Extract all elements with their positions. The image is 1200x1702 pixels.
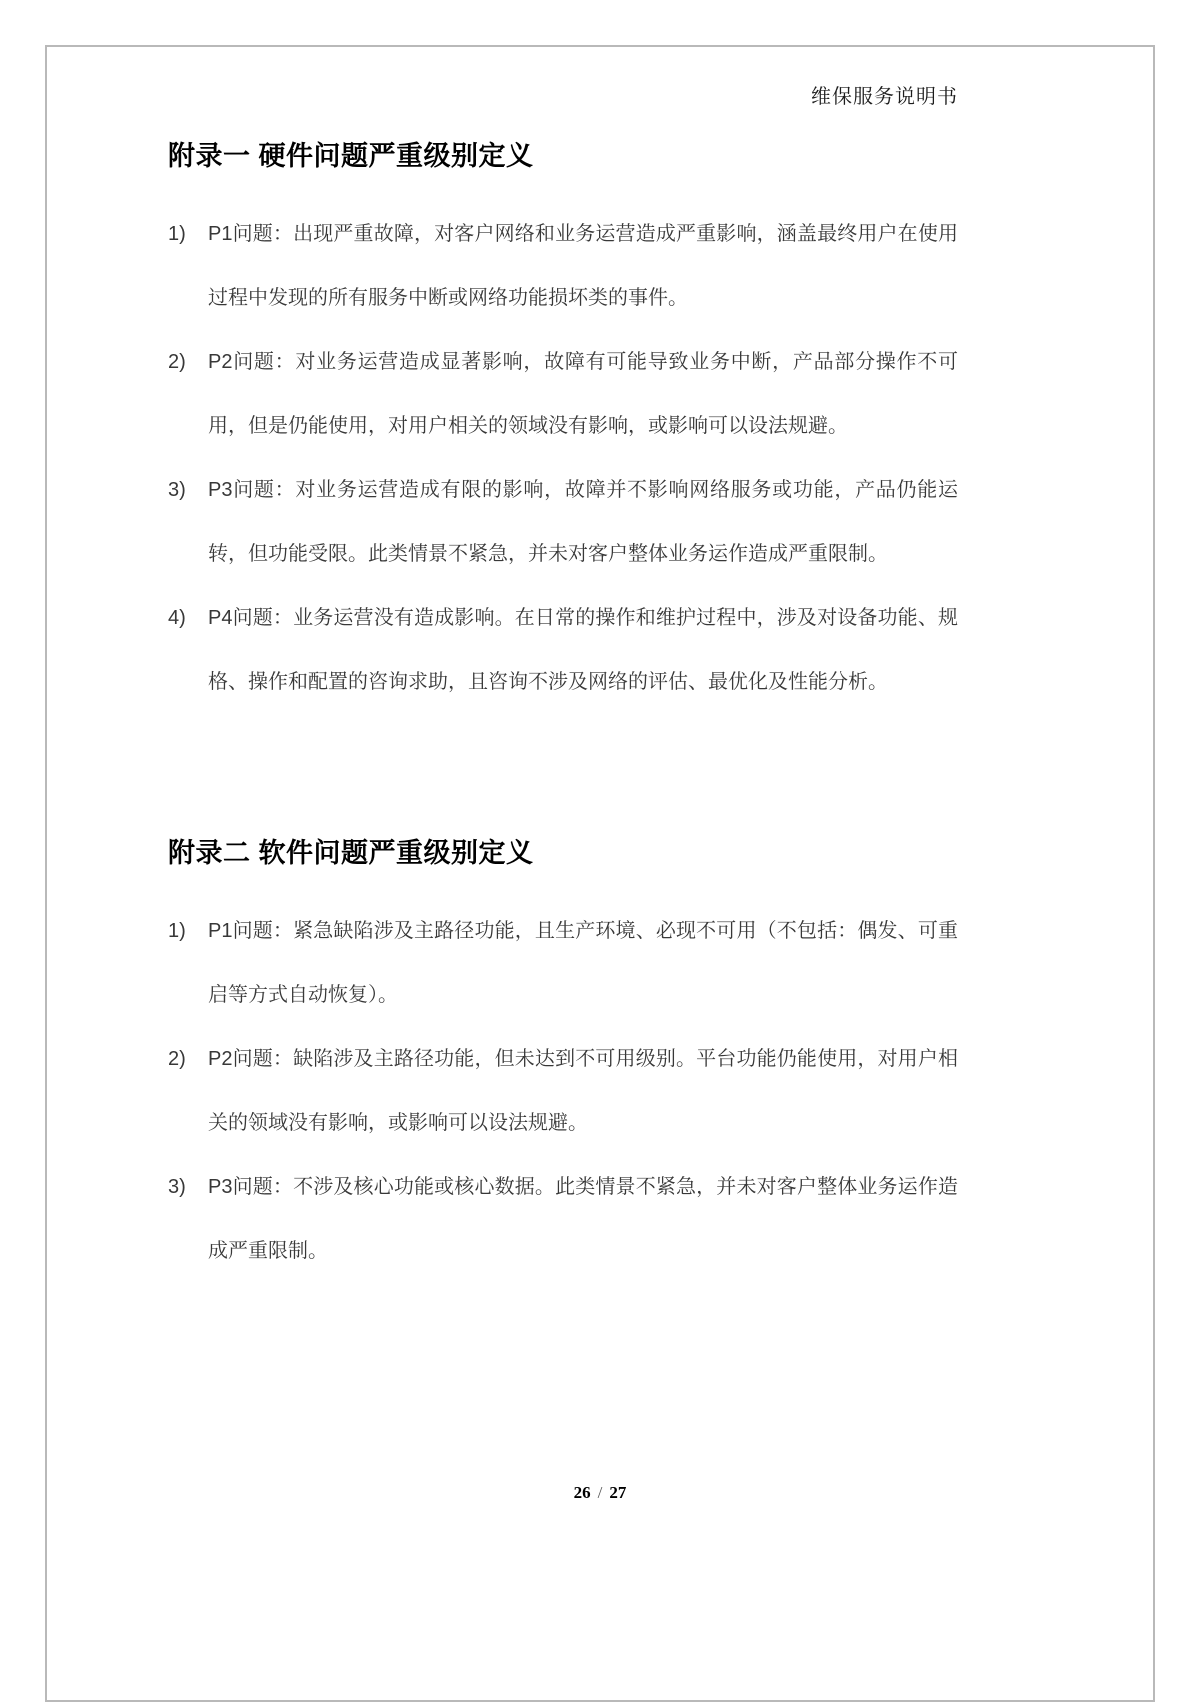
list-item [168, 1155, 958, 1283]
item-text: P2问题：对业务运营造成显著影响，故障有可能导致业务中断，产品部分操作不可用，但是仍能使用，对用户相关的领域没有影响，或影响可以设法规避。 [208, 351, 958, 437]
item-text: P2问题：缺陷涉及主路径功能，但未达到不可用级别。平台功能仍能使用，对用户相关的领域没有影响，或影响可以设法规避。 [208, 1048, 958, 1134]
item-number: 2) [168, 351, 186, 373]
list-item [168, 202, 958, 330]
list-item [168, 586, 958, 714]
appendix-1-heading: 附录一 硬件问题严重级别定义 [168, 141, 534, 171]
list-item [168, 1027, 958, 1155]
appendix-2-heading: 附录二 软件问题严重级别定义 [168, 838, 534, 868]
item-text: P3问题：不涉及核心功能或核心数据。此类情景不紧急，并未对客户整体业务运作造成严重限制。 [208, 1176, 958, 1262]
item-text: P1问题：紧急缺陷涉及主路径功能，且生产环境、必现不可用（不包括：偶发、可重启等方式自动恢复）。 [208, 920, 958, 1006]
total-page-number: 27 [609, 1483, 627, 1502]
current-page-number: 26 [573, 1483, 591, 1502]
page-number-footer [0, 1483, 1200, 1503]
item-number: 1) [168, 920, 186, 942]
list-item [168, 899, 958, 1027]
item-text: P3问题：对业务运营造成有限的影响，故障并不影响网络服务或功能，产品仍能运转，但功能受限。此类情景不紧急，并未对客户整体业务运作造成严重限制。 [208, 479, 958, 565]
item-number: 2) [168, 1048, 186, 1070]
item-text: P1问题：出现严重故障，对客户网络和业务运营造成严重影响，涵盖最终用户在使用过程中发现的所有服务中断或网络功能损坏类的事件。 [208, 223, 958, 309]
page-content [168, 0, 958, 1283]
item-number: 3) [168, 1176, 186, 1198]
document-header-title: 维保服务说明书 [811, 86, 958, 108]
software-severity-list [168, 899, 958, 1283]
list-item [168, 330, 958, 458]
item-number: 1) [168, 223, 186, 245]
item-number: 4) [168, 607, 186, 629]
list-item [168, 458, 958, 586]
item-number: 3) [168, 479, 186, 501]
hardware-severity-list [168, 202, 958, 714]
page-number-separator: / [597, 1483, 603, 1502]
item-text: P4问题：业务运营没有造成影响。在日常的操作和维护过程中，涉及对设备功能、规格、操作和配置的咨询求助，且咨询不涉及网络的评估、最优化及性能分析。 [208, 607, 958, 693]
